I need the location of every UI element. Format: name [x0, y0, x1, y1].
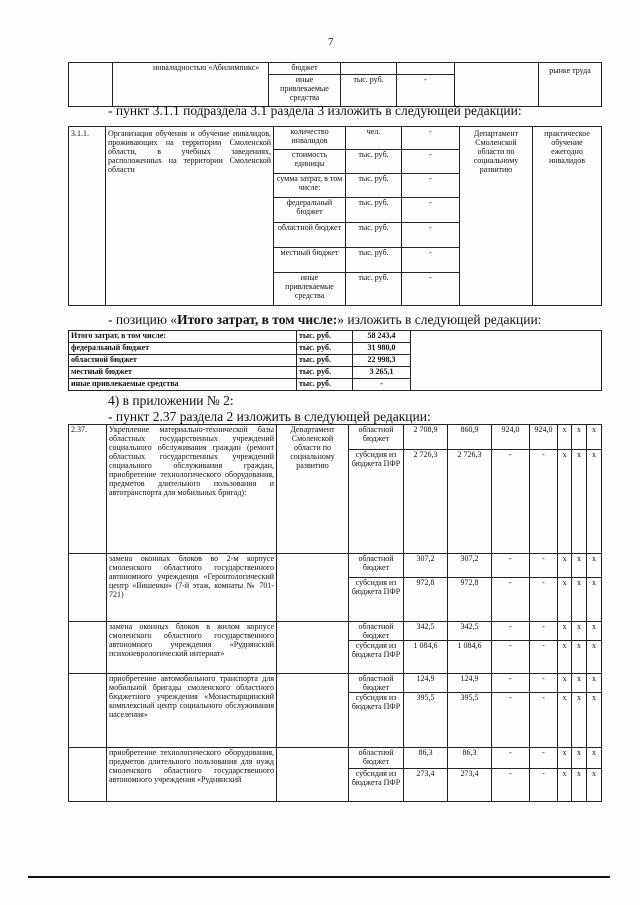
- sub-src: областной бюджет: [349, 554, 404, 578]
- sub-y1: 124,9: [448, 674, 492, 693]
- heading-total: [108, 312, 541, 328]
- sub-x: х: [572, 554, 587, 578]
- sub-x: х: [587, 578, 602, 622]
- sub-dept: [277, 554, 349, 622]
- total-label: местный бюджет: [69, 367, 297, 379]
- p237-x: х: [587, 425, 602, 450]
- p237-src: областной бюджет: [349, 425, 404, 450]
- p311-val: -: [402, 174, 460, 198]
- sub-num: [69, 554, 107, 622]
- p311-ind: количество инвалидов: [274, 127, 346, 150]
- top-unit-cell: [341, 63, 397, 75]
- sub-x: х: [587, 674, 602, 693]
- p311-val: -: [402, 198, 460, 223]
- top-dept-cell: [455, 63, 539, 107]
- p311-unit: чел.: [346, 127, 402, 150]
- top-src-cell: иные привлекаемые средства: [269, 75, 341, 107]
- total-unit: тыс. руб.: [297, 355, 353, 367]
- p237-name: Укрепление материально-технической базы областных государственных учреждений социального обслуживания граждан (ремонт областных государственных учреждений социального обслуживания граждан, приобретение технологического оборудования, предметов длительного пользования и автотранспорта для мобильных бригад):: [107, 425, 277, 554]
- p237-x: х: [572, 425, 587, 450]
- p311-ind: местный бюджет: [274, 248, 346, 273]
- sub-y3: -: [530, 748, 558, 769]
- p237-y1: 860,9: [448, 425, 492, 450]
- table-311: [68, 126, 602, 306]
- sub-total: 86,3: [404, 748, 448, 769]
- p311-val: -: [402, 127, 460, 150]
- p237-x: х: [558, 450, 572, 554]
- sub-x: х: [572, 769, 587, 802]
- sub-x: х: [572, 578, 587, 622]
- sub-total: 395,5: [404, 693, 448, 748]
- p237-x: х: [558, 425, 572, 450]
- sub-y3: -: [530, 693, 558, 748]
- sub-x: х: [572, 748, 587, 769]
- sub-x: х: [572, 693, 587, 748]
- sub-x: х: [558, 693, 572, 748]
- heading-total-bold: Итого затрат, в том числе:: [177, 312, 338, 327]
- sub-name: замена оконных блоков во 2-м корпусе смоленского областного государственного автономного учреждения «Геронтологический центр «Вишенки» (7-й этаж, комнаты № 701-721): [107, 554, 277, 622]
- p311-val: -: [402, 223, 460, 248]
- sub-src: субсидия из бюджета ПФР: [349, 769, 404, 802]
- p237-x: х: [587, 450, 602, 554]
- sub-total: 273,4: [404, 769, 448, 802]
- p237-y3: 924,0: [530, 425, 558, 450]
- sub-x: х: [572, 622, 587, 641]
- total-unit: тыс. руб.: [297, 379, 353, 391]
- sub-x: х: [587, 748, 602, 769]
- sub-y1: 86,3: [448, 748, 492, 769]
- top-val-cell: [397, 63, 455, 75]
- p311-result: практическое обучение ежегодно инвалидов: [533, 127, 602, 306]
- sub-x: х: [558, 622, 572, 641]
- sub-y1: 1 084,6: [448, 641, 492, 674]
- sub-total: 1 084,6: [404, 641, 448, 674]
- sub-x: х: [572, 674, 587, 693]
- table-237: [68, 424, 602, 802]
- sub-y3: -: [530, 641, 558, 674]
- sub-name: приобретение технологического оборудования, предметов длительного пользования для нужд смоленского областного государственного автономного учреждения «Руднянский: [107, 748, 277, 802]
- sub-src: областной бюджет: [349, 748, 404, 769]
- sub-y2: -: [492, 578, 530, 622]
- total-value: -: [353, 379, 411, 391]
- sub-x: х: [558, 641, 572, 674]
- sub-x: х: [558, 674, 572, 693]
- sub-y2: -: [492, 622, 530, 641]
- sub-total: 124,9: [404, 674, 448, 693]
- sub-x: х: [587, 693, 602, 748]
- sub-total: 342,5: [404, 622, 448, 641]
- p311-num: 3.1.1.: [69, 127, 106, 306]
- sub-num: [69, 748, 107, 802]
- total-value: 3 265,1: [353, 367, 411, 379]
- sub-dept: [277, 674, 349, 748]
- sub-num: [69, 674, 107, 748]
- p237-y3: -: [530, 450, 558, 554]
- sub-y2: -: [492, 554, 530, 578]
- p311-ind: сумма затрат, в том числе:: [274, 174, 346, 198]
- heading-appendix: 4) в приложении № 2:: [108, 393, 234, 408]
- total-label: иные привлекаемые средства: [69, 379, 297, 391]
- top-num-cell: [69, 63, 113, 107]
- sub-y1: 972,8: [448, 578, 492, 622]
- sub-y2: -: [492, 769, 530, 802]
- sub-y3: -: [530, 769, 558, 802]
- total-label: Итого затрат, в том числе:: [69, 331, 297, 343]
- p311-unit: тыс. руб.: [346, 223, 402, 248]
- total-value: 58 243,4: [353, 331, 411, 343]
- total-label: областной бюджет: [69, 355, 297, 367]
- totals-table: [68, 330, 602, 391]
- sub-x: х: [558, 554, 572, 578]
- page-number: 7: [328, 36, 334, 48]
- p311-val: -: [402, 150, 460, 174]
- p311-unit: тыс. руб.: [346, 174, 402, 198]
- sub-name: приобретение автомобильного транспорта для мобильной бригады смоленского областного бюджетного учреждения «Монастырщинский комплексный центр социального обслуживания населения»: [107, 674, 277, 748]
- p237-x: х: [572, 450, 587, 554]
- sub-x: х: [587, 641, 602, 674]
- sub-x: х: [558, 578, 572, 622]
- p237-y2: -: [492, 450, 530, 554]
- sub-total: 307,2: [404, 554, 448, 578]
- p311-ind: областной бюджет: [274, 223, 346, 248]
- p237-y1: 2 726,3: [448, 450, 492, 554]
- sub-src: областной бюджет: [349, 674, 404, 693]
- sub-dept: [277, 622, 349, 674]
- sub-y1: 342,5: [448, 622, 492, 641]
- sub-src: областной бюджет: [349, 622, 404, 641]
- heading-total-post: » изложить в следующей редакции:: [337, 312, 542, 327]
- sub-y1: 395,5: [448, 693, 492, 748]
- sub-num: [69, 622, 107, 674]
- total-unit: тыс. руб.: [297, 367, 353, 379]
- sub-x: х: [558, 769, 572, 802]
- sub-x: х: [558, 748, 572, 769]
- sub-y3: -: [530, 622, 558, 641]
- p311-unit: тыс. руб.: [346, 150, 402, 174]
- sub-total: 972,8: [404, 578, 448, 622]
- total-unit: тыс. руб.: [297, 331, 353, 343]
- sub-y2: -: [492, 674, 530, 693]
- top-src-cell: бюджет: [269, 63, 341, 75]
- sub-y3: -: [530, 554, 558, 578]
- sub-src: субсидия из бюджета ПФР: [349, 693, 404, 748]
- sub-y3: -: [530, 674, 558, 693]
- bottom-scan-line: [28, 876, 610, 878]
- p237-total: 2 726,3: [404, 450, 448, 554]
- p237-num: 2.37.: [69, 425, 107, 554]
- p311-dept: Департамент Смоленской области по социальному развитию: [460, 127, 533, 306]
- total-blank: [411, 331, 602, 391]
- heading-311: - пункт 3.1.1 подраздела 3.1 раздела 3 изложить в следующей редакции:: [108, 103, 522, 118]
- sub-dept: [277, 748, 349, 802]
- p237-y2: 924,0: [492, 425, 530, 450]
- top-name-cell: инвалидностью «Абилимпикс»: [113, 63, 269, 107]
- top-result-cell: рынке труда: [539, 63, 602, 107]
- sub-name: замена оконных блоков в жилом корпусе смоленского областного государственного автономного учреждения «Руднянский психоневрологический интернат»: [107, 622, 277, 674]
- p311-ind: иные привлекаемые средства: [274, 273, 346, 306]
- heading-237: - пункт 2.37 раздела 2 изложить в следующей редакции:: [108, 409, 431, 424]
- sub-x: х: [587, 554, 602, 578]
- p311-ind: стоимость единицы: [274, 150, 346, 174]
- p311-unit: тыс. руб.: [346, 198, 402, 223]
- total-unit: тыс. руб.: [297, 343, 353, 355]
- sub-y2: -: [492, 693, 530, 748]
- heading-total-pre: - позицию «: [108, 312, 178, 327]
- sub-y2: -: [492, 641, 530, 674]
- p311-val: -: [402, 273, 460, 306]
- top-table: [68, 62, 602, 107]
- top-unit-cell: тыс. руб.: [341, 75, 397, 107]
- sub-y3: -: [530, 578, 558, 622]
- p311-ind: федеральный бюджет: [274, 198, 346, 223]
- p311-val: -: [402, 248, 460, 273]
- p237-src: субсидия из бюджета ПФР: [349, 450, 404, 554]
- sub-src: субсидия из бюджета ПФР: [349, 641, 404, 674]
- sub-x: х: [587, 622, 602, 641]
- top-val-cell: -: [397, 75, 455, 107]
- total-label: федеральный бюджет: [69, 343, 297, 355]
- sub-x: х: [587, 769, 602, 802]
- sub-y2: -: [492, 748, 530, 769]
- sub-y1: 273,4: [448, 769, 492, 802]
- sub-x: х: [572, 641, 587, 674]
- total-value: 22 998,3: [353, 355, 411, 367]
- p237-total: 2 708,9: [404, 425, 448, 450]
- sub-y1: 307,2: [448, 554, 492, 578]
- p311-unit: тыс. руб.: [346, 248, 402, 273]
- p237-dept: Департамент Смоленской области по социальному развитию: [277, 425, 349, 554]
- sub-src: субсидия из бюджета ПФР: [349, 578, 404, 622]
- p311-name: Организация обучения и обучение инвалидов, проживающих на территории Смоленской области, в учебных заведениях, расположенных на территории Смоленской области: [106, 127, 274, 306]
- total-value: 31 980,0: [353, 343, 411, 355]
- p311-unit: тыс. руб.: [346, 273, 402, 306]
